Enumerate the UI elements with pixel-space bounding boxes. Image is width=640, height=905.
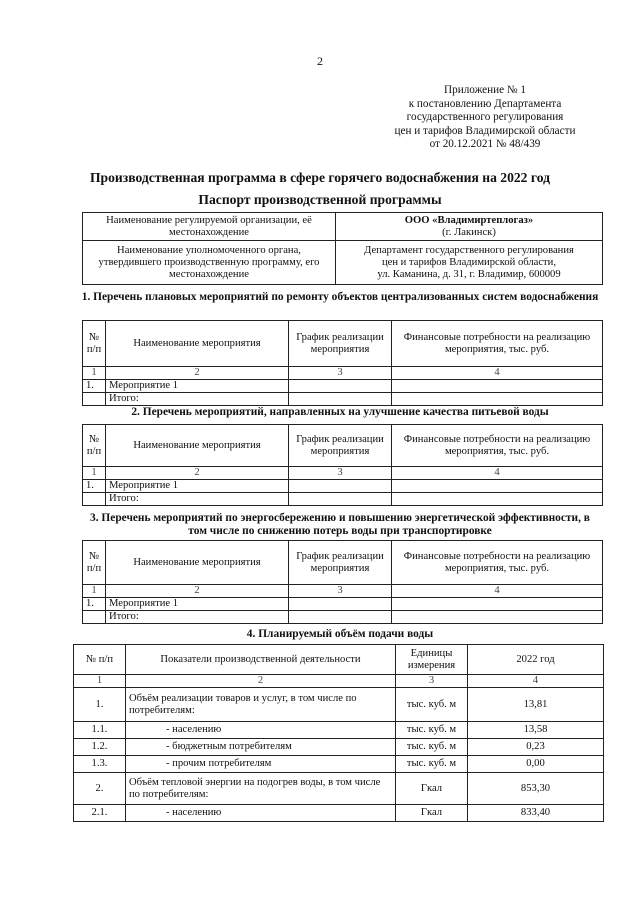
total-num: [83, 611, 106, 624]
header-indicator: Показатели производственной деятельности: [126, 645, 396, 675]
org-city: (г. Лакинск): [442, 226, 496, 238]
col-index: 2: [106, 585, 289, 598]
header-finance: Финансовые потребности на реализацию мероприятия, тыс. руб.: [392, 321, 603, 367]
total-schedule: [289, 493, 392, 506]
row-unit: Гкал: [396, 773, 468, 805]
document-title: Производственная программа в сфере горячего водоснабжения на 2022 год: [89, 170, 550, 185]
col-index: 4: [468, 675, 604, 688]
col-index: 3: [289, 367, 392, 380]
col-index: 4: [392, 467, 603, 480]
row-value: 0,00: [468, 756, 604, 773]
col-index: 3: [289, 585, 392, 598]
row-num: 2.: [74, 773, 126, 805]
header-name: Наименование мероприятия: [106, 541, 289, 585]
row-name: Мероприятие 1: [106, 480, 289, 493]
col-index: 1: [74, 675, 126, 688]
row-schedule: [289, 380, 392, 393]
total-finance: [392, 493, 603, 506]
row-num: 1.: [74, 688, 126, 722]
header-unit: Единицы измерения: [396, 645, 468, 675]
row-num: 1.2.: [74, 739, 126, 756]
col-index: 3: [289, 467, 392, 480]
row-num: 1.: [83, 480, 106, 493]
header-schedule: График реализации мероприятия: [289, 425, 392, 467]
authority-label: Наименование уполномоченного органа, утвердившего производственную программу, его местонахождение: [83, 241, 336, 285]
total-label: Итого:: [106, 493, 289, 506]
appendix-line: Приложение № 1: [444, 84, 526, 96]
row-num: 1.3.: [74, 756, 126, 773]
org-value: [336, 213, 603, 241]
row-schedule: [289, 598, 392, 611]
col-index: 1: [83, 585, 106, 598]
passport-table: [82, 212, 603, 285]
row-schedule: [289, 480, 392, 493]
row-unit: тыс. куб. м: [396, 756, 468, 773]
row-name: Мероприятие 1: [106, 598, 289, 611]
row-indicator: Объём тепловой энергии на подогрев воды, в том числе по потребителям:: [126, 773, 396, 805]
header-num: № п/п: [83, 541, 106, 585]
row-finance: [392, 598, 603, 611]
row-indicator: - населению: [126, 805, 396, 822]
org-name: ООО «Владимиртеплогаз»: [404, 214, 534, 226]
appendix-line: цен и тарифов Владимирской области: [394, 124, 576, 137]
row-unit: тыс. куб. м: [396, 688, 468, 722]
authority-line: ул. Каманина, д. 31, г. Владимир, 600009: [377, 268, 561, 280]
authority-line: Департамент государственного регулирования: [364, 244, 574, 256]
col-index: 4: [392, 585, 603, 598]
header-name: Наименование мероприятия: [106, 425, 289, 467]
total-label: Итого:: [106, 611, 289, 624]
org-label: Наименование регулируемой организации, её местонахождение: [83, 213, 336, 241]
row-indicator: - населению: [126, 722, 396, 739]
section4-table: [73, 644, 604, 822]
appendix-line: от 20.12.2021 № 48/439: [429, 138, 541, 151]
row-value: 13,58: [468, 722, 604, 739]
authority-value: [336, 241, 603, 285]
row-indicator: - бюджетным потребителям: [126, 739, 396, 756]
appendix-block: [380, 84, 590, 152]
row-unit: тыс. куб. м: [396, 722, 468, 739]
row-name: Мероприятие 1: [106, 380, 289, 393]
header-finance: Финансовые потребности на реализацию мероприятия, тыс. руб.: [392, 425, 603, 467]
col-index: 2: [126, 675, 396, 688]
row-value: 0,23: [468, 739, 604, 756]
row-finance: [392, 380, 603, 393]
total-finance: [392, 611, 603, 624]
total-num: [83, 393, 106, 406]
row-num: 1.1.: [74, 722, 126, 739]
appendix-line: государственного регулирования: [406, 111, 564, 124]
col-index: 1: [83, 367, 106, 380]
section4-title: 4. Планируемый объём подачи воды: [246, 628, 434, 640]
authority-line: цен и тарифов Владимирской области,: [381, 256, 556, 268]
col-index: 2: [106, 467, 289, 480]
section2-title: 2. Перечень мероприятий, направленных на улучшение качества питьевой воды: [131, 406, 549, 418]
row-value: 853,30: [468, 773, 604, 805]
row-num: 1.: [83, 598, 106, 611]
header-finance: Финансовые потребности на реализацию мероприятия, тыс. руб.: [392, 541, 603, 585]
row-unit: тыс. куб. м: [396, 739, 468, 756]
row-indicator: - прочим потребителям: [126, 756, 396, 773]
col-index: 3: [396, 675, 468, 688]
header-schedule: График реализации мероприятия: [289, 321, 392, 367]
col-index: 1: [83, 467, 106, 480]
total-label: Итого:: [106, 393, 289, 406]
row-indicator: Объём реализации товаров и услуг, в том числе по потребителям:: [126, 688, 396, 722]
total-schedule: [289, 393, 392, 406]
row-num: 1.: [83, 380, 106, 393]
header-num: № п/п: [83, 321, 106, 367]
row-finance: [392, 480, 603, 493]
appendix-line: к постановлению Департамента: [408, 97, 562, 110]
section3-table: [82, 540, 603, 624]
header-schedule: График реализации мероприятия: [289, 541, 392, 585]
header-num: № п/п: [74, 645, 126, 675]
row-num: 2.1.: [74, 805, 126, 822]
header-year: 2022 год: [468, 645, 604, 675]
row-value: 13,81: [468, 688, 604, 722]
col-index: 4: [392, 367, 603, 380]
section1-table: [82, 320, 603, 406]
document-subtitle: Паспорт производственной программы: [198, 192, 442, 207]
header-num: № п/п: [83, 425, 106, 467]
col-index: 2: [106, 367, 289, 380]
total-num: [83, 493, 106, 506]
row-value: 833,40: [468, 805, 604, 822]
page-number: 2: [317, 54, 323, 68]
section1-title: 1. Перечень плановых мероприятий по ремонту объектов централизованных систем водоснабжения: [81, 291, 599, 303]
row-unit: Гкал: [396, 805, 468, 822]
section2-table: [82, 424, 603, 506]
total-schedule: [289, 611, 392, 624]
section3-title: 3. Перечень мероприятий по энергосбережению и повышению энергетической эффективности, в том числе по снижению потерь воды при транспортировке: [90, 512, 590, 537]
total-finance: [392, 393, 603, 406]
header-name: Наименование мероприятия: [106, 321, 289, 367]
